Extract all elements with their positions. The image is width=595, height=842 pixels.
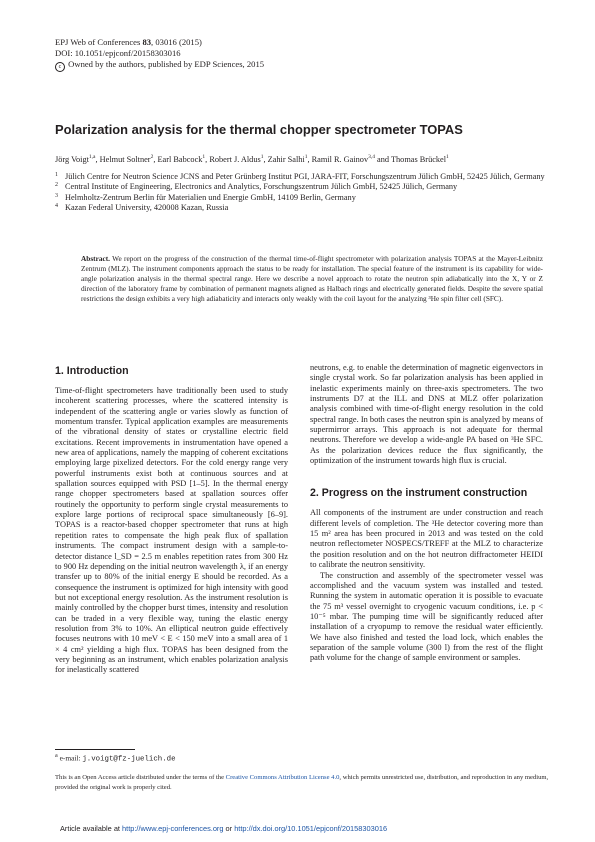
- author-affiliation-marker: 2: [150, 154, 154, 160]
- doi-link[interactable]: http://dx.doi.org/10.1051/epjconf/20158303016: [234, 824, 388, 833]
- author-affiliation-marker: 1: [260, 154, 264, 160]
- volume-number: 83: [142, 37, 152, 47]
- affiliation: [55, 182, 555, 192]
- affiliation-list: [55, 172, 555, 214]
- footnote-marker: a: [55, 753, 58, 759]
- author-affiliation-marker: 1: [304, 154, 308, 160]
- affiliation: [55, 193, 555, 203]
- license-link[interactable]: Creative Commons Attribution License 4.0: [225, 774, 340, 781]
- license-text: This is an Open Access article distributed under the terms of the: [55, 774, 226, 781]
- progress-paragraph: The construction and assembly of the spectrometer vessel was accomplished and the vacuum system was installed and tested. Running the system in automatic operation it is possible to evacuate the 75 m³ vessel overnight to cryogenic vacuum conditions, i.e. p < 10⁻⁵ mbar. The pumping time will be significantly reduced after installation of a cryopump to remove the residual water efficiently. We have also finished and tested the load lock, which enables the separation of the sample volume (300 l) from the rest of the flight path volume for the change of sample environment or samples.: [310, 570, 543, 663]
- authors-conjunction: and: [374, 154, 391, 164]
- abstract-label: Abstract.: [81, 254, 110, 263]
- journal-header: [55, 37, 264, 72]
- citation-line: [55, 37, 264, 48]
- footnote-rule: [55, 749, 135, 750]
- affiliation-number: 3: [55, 192, 58, 199]
- affiliation-text: Helmholtz-Zentrum Berlin für Materialien und Energie GmbH, 14109 Berlin, Germany: [65, 192, 356, 202]
- abstract: [81, 254, 543, 304]
- availability-prefix: Article available at: [60, 824, 123, 833]
- affiliation-number: 4: [55, 203, 58, 210]
- affiliation-text: Kazan Federal University, 420008 Kazan, Russia: [65, 203, 229, 213]
- section-heading-introduction: 1. Introduction: [55, 365, 129, 377]
- section-heading-progress: 2. Progress on the instrument construction: [310, 487, 528, 500]
- copyright-line: [55, 59, 264, 72]
- author: Jörg Voigt: [55, 154, 89, 164]
- affiliation-number: 1: [55, 172, 58, 178]
- author: Helmut Soltner: [99, 154, 151, 164]
- author: Robert J. Aldus: [209, 154, 261, 164]
- intro-paragraph: Time-of-flight spectrometers have traditionally been used to study incoherent scattering processes, where the scattered intensity is independent of the scattering angle or varies slowly as function of momentum transfer. Typical application examples are measurements of the vibrational density of states or crystalline electric field excitations. Recent improvements in instrumentation have opened a new area of applications, namely the mapping of coherent excitations employing large pixelized detectors. For the cold energy range very powerful instruments exist both at continuous sources and at spallation sources equipped with PSD [1–5]. In the thermal energy range chopper spectrometers based at spallation sources offer routinely the opportunity to perform single crystal measurements to explore large portions of reciprocal space simultaneously [6–9]. TOPAS is a reactor-based chopper spectrometer that runs at high repetition rates to compensate the high peak flux of spallation instruments. The compact instrument design with a sample-to-detector distance l_SD = 2.5 m enables repetition rates from 300 Hz to 900 Hz depending on the initial neutron wavelength λ, if an energy transfer up to 80% of the initial energy E should be recorded. As a consequence the instrument is optimized for high intensity with good but not exceptional energy resolution. As the instrument resolution is mainly controlled by the chopper burst times, intensity and resolution can be traded in a very flexible way, tuning the elastic energy resolution from 3% to 10%. An elliptical neutron guide effectively focuses neutrons with 10 meV < E < 150 meV into a small area of 1 × 4 cm² yielding a high flux. TOPAS has been designed from the very beginning as an instrument, which enables polarization analysis for inelastically scattered: [55, 386, 288, 675]
- availability-conjunction: or: [223, 824, 235, 833]
- copyright-icon: c: [55, 62, 65, 72]
- footnote: [55, 753, 176, 763]
- journal-link[interactable]: http://www.epj-conferences.org: [122, 824, 224, 833]
- author-email: j.voigt@fz-juelich.de: [82, 755, 176, 764]
- affiliation-text: Central Institute of Engineering, Electronics and Analytics, Forschungszentrum Jülich GmbH, 52425 Jülich, Germany: [65, 182, 458, 192]
- author-affiliation-marker: 1: [446, 154, 449, 160]
- journal-name: EPJ Web of Conferences: [55, 37, 143, 47]
- author-affiliation-marker: 1: [202, 154, 206, 160]
- availability-line: [60, 824, 387, 833]
- author: Ramil R. Gainov: [311, 154, 369, 164]
- affiliation-text: Jülich Centre for Neutron Science JCNS and Peter Grünberg Institut PGI, JARA-FIT, Forschungszentrum Jülich GmbH, 52425 Jülich, Germany: [65, 172, 545, 181]
- author-list: Jörg Voigt$^{1,a}$, Helmut Soltner$^2$, Earl Babcock$^1$, Robert J. Aldus$^1$, Zahir Salhi$^1$, Ramil R. Gainov$^{3,4}$ and Thomas Brückel$^1$: [55, 154, 449, 164]
- progress-paragraph: All components of the instrument are under construction and reach different levels of completion. The ³He detector covering more than 15 m² area has been procured in 2013 and was tested on the cold neutron reflectometer NOSPECS/TREFF at the MLZ to characterize the position resolution and on the hot neutron diffractometer HEIDI to calibrate the neutron sensitivity.: [310, 508, 543, 570]
- left-column: [55, 365, 288, 676]
- copyright-text: Owned by the authors, published by EDP Sciences, 2015: [68, 59, 265, 69]
- article-number: , 03016 (2015): [151, 37, 202, 47]
- license-text: , which permits unrestricted use, distribution, and reproduction in any medium, provided the original work is properly cited.: [55, 774, 549, 791]
- author: Earl Babcock: [157, 154, 203, 164]
- footnote-label: e-mail:: [57, 753, 83, 763]
- affiliation: [55, 203, 555, 213]
- author-affiliation-marker: 1,a: [88, 154, 96, 160]
- paper-title: Polarization analysis for the thermal chopper spectrometer TOPAS: [55, 122, 463, 137]
- affiliation: [55, 172, 555, 182]
- author-affiliation-marker: 3,4: [368, 154, 375, 160]
- author: Zahir Salhi: [267, 154, 305, 164]
- license-notice: [55, 773, 555, 792]
- affiliation-number: 2: [55, 182, 58, 189]
- intro-paragraph-continued: neutrons, e.g. to enable the determination of magnetic eigenvectors in single crystal work. So far polarization analysis has been applied in inelastic experiments mainly on three-axis spectrometers. The two instruments D7 at the ILL and DNS at MLZ offer polarization analysis combined with time-of-flight energy resolution in the cold spectral range. In both cases the neutron spin is analyzed by means of supermirror arrays. This approach is not adequate for thermal neutrons. Therefore we develop a wide-angle PA based on ³He SFC. As the polarization devices reduce the flux significantly, the optimization of the instrument towards high flux is crucial.: [310, 363, 543, 466]
- author: Thomas Brückel: [390, 154, 447, 164]
- abstract-text: We report on the progress of the construction of the thermal time-of-flight spectrometer with polarization analysis TOPAS at the Mayer-Leibnitz Zentrum (MLZ). The instrument components approach the status to be ready for installation. The special feature of the instrument is its capability for wide-angle polarization analysis in the thermal spectral range. Here we describe a novel approach to rotate the neutron spin adiabatically into the X, Y or Z direction of the laboratory frame by combination of permanent magnets aligned as Halbach rings and electrically generated fields. Despite the severe spatial restrictions the design exhibits a very high adiabaticity and interacts only weakly with the coil layout for the analyzing ³He spin filter cell (SFC).: [81, 254, 543, 304]
- doi-line: DOI: 10.1051/epjconf/20158303016: [55, 48, 181, 58]
- right-column: [310, 363, 543, 664]
